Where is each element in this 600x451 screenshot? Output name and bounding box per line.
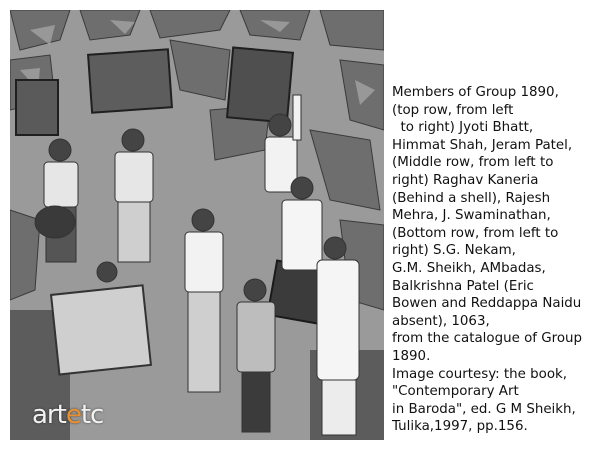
- caption-line: Himmat Shah, Jeram Patel,: [392, 137, 573, 153]
- caption-line: Image courtesy: the book,: [392, 366, 568, 382]
- caption-line: G.M. Sheikh, AMbadas,: [392, 260, 546, 276]
- group-photo: [10, 10, 384, 440]
- caption-line: Bowen and Reddappa Naidu: [392, 296, 582, 312]
- caption-line: (Bottom row, from left to: [392, 225, 559, 241]
- logo-text-part1: art: [32, 400, 66, 430]
- logo-text-part3: tc: [80, 400, 104, 430]
- caption-line: Members of Group 1890,: [392, 85, 559, 100]
- photo-caption: [392, 84, 598, 436]
- artetc-logo: [32, 402, 103, 428]
- caption-line: right) Raghav Kaneria: [392, 172, 539, 188]
- caption-line: Balkrishna Patel (Eric: [392, 278, 534, 294]
- caption-line: absent), 1063,: [392, 313, 490, 329]
- caption-line: (Middle row, from left to: [392, 155, 554, 171]
- caption-line: (top row, from left: [392, 102, 514, 118]
- caption-line: right) S.G. Nekam,: [392, 243, 516, 259]
- caption-line: from the catalogue of Group: [392, 331, 582, 347]
- logo-text-part2: e: [65, 400, 81, 430]
- caption-line: (Behind a shell), Rajesh: [392, 190, 551, 206]
- caption-line: Tulika,1997, pp.156.: [392, 419, 528, 435]
- caption-line: in Baroda", ed. G M Sheikh,: [392, 401, 576, 417]
- caption-line: 1890.: [392, 348, 431, 364]
- caption-line: Mehra, J. Swaminathan,: [392, 208, 551, 224]
- caption-line: "Contemporary Art: [392, 384, 519, 400]
- group-photo-illustration: [10, 10, 384, 440]
- caption-line: to right) Jyoti Bhatt,: [392, 120, 534, 136]
